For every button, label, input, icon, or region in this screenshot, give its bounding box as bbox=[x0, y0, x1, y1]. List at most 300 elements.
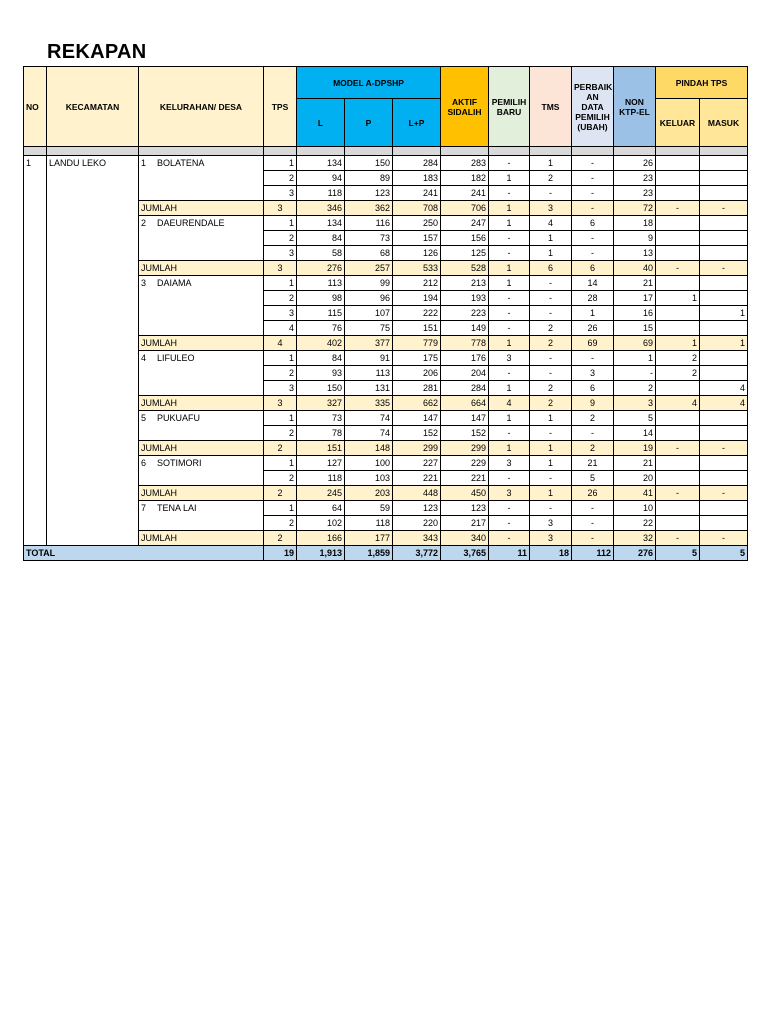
table-cell bbox=[656, 321, 700, 336]
table-cell: 2 bbox=[530, 381, 572, 396]
table-cell: - bbox=[572, 231, 614, 246]
jumlah-cell: 3 bbox=[614, 396, 656, 411]
table-cell: 152 bbox=[393, 426, 441, 441]
jumlah-cell: - bbox=[656, 486, 700, 501]
table-cell: 2 bbox=[264, 171, 297, 186]
table-cell: 134 bbox=[297, 216, 345, 231]
table-cell: 64 bbox=[297, 501, 345, 516]
header-pindah-tps: PINDAH TPS bbox=[656, 67, 748, 99]
kecamatan-name: LANDU LEKO bbox=[47, 156, 139, 546]
header-ubah: PERBAIK AN DATA PEMILIH (UBAH) bbox=[572, 67, 614, 147]
desa-number: 5 bbox=[141, 413, 147, 423]
table-cell: 221 bbox=[393, 471, 441, 486]
table-cell: 15 bbox=[614, 321, 656, 336]
desa-name bbox=[139, 456, 264, 486]
table-cell: 99 bbox=[345, 276, 393, 291]
table-cell: - bbox=[572, 501, 614, 516]
jumlah-cell: 706 bbox=[441, 201, 489, 216]
table-cell: 2 bbox=[530, 321, 572, 336]
jumlah-cell: - bbox=[656, 531, 700, 546]
table-cell bbox=[700, 291, 748, 306]
jumlah-cell: 3 bbox=[489, 486, 530, 501]
table-cell bbox=[656, 246, 700, 261]
table-cell: 18 bbox=[614, 216, 656, 231]
table-cell: 75 bbox=[345, 321, 393, 336]
table-cell bbox=[656, 501, 700, 516]
jumlah-cell: 662 bbox=[393, 396, 441, 411]
table-cell: 123 bbox=[441, 501, 489, 516]
table-cell: 149 bbox=[441, 321, 489, 336]
jumlah-cell: 3 bbox=[264, 396, 297, 411]
header-no: NO bbox=[24, 67, 47, 147]
desa-name bbox=[139, 156, 264, 201]
jumlah-cell: 72 bbox=[614, 201, 656, 216]
table-cell: - bbox=[530, 426, 572, 441]
jumlah-cell: 708 bbox=[393, 201, 441, 216]
table-cell: - bbox=[530, 501, 572, 516]
jumlah-cell: 4 bbox=[700, 396, 748, 411]
jumlah-cell: 2 bbox=[572, 441, 614, 456]
total-label: TOTAL bbox=[24, 546, 264, 561]
table-cell bbox=[700, 456, 748, 471]
kecamatan-no: 1 bbox=[24, 156, 47, 546]
table-cell: 284 bbox=[441, 381, 489, 396]
table-cell: 74 bbox=[345, 426, 393, 441]
jumlah-cell: 664 bbox=[441, 396, 489, 411]
table-cell bbox=[656, 381, 700, 396]
table-cell: - bbox=[530, 186, 572, 201]
header-model: MODEL A-DPSHP bbox=[297, 67, 441, 99]
total-cell: 3,765 bbox=[441, 546, 489, 561]
jumlah-cell: 402 bbox=[297, 336, 345, 351]
table-cell: 156 bbox=[441, 231, 489, 246]
jumlah-cell: 3 bbox=[530, 201, 572, 216]
jumlah-cell: - bbox=[656, 201, 700, 216]
table-cell: 1 bbox=[489, 171, 530, 186]
table-cell: - bbox=[489, 186, 530, 201]
table-cell: 1 bbox=[572, 306, 614, 321]
table-cell: 150 bbox=[297, 381, 345, 396]
table-cell: 102 bbox=[297, 516, 345, 531]
table-cell: - bbox=[572, 426, 614, 441]
desa-number: 3 bbox=[141, 278, 147, 288]
jumlah-cell: 779 bbox=[393, 336, 441, 351]
table-cell: 118 bbox=[297, 471, 345, 486]
table-cell: 1 bbox=[700, 306, 748, 321]
jumlah-cell: 1 bbox=[700, 336, 748, 351]
header-keluar: KELUAR bbox=[656, 99, 700, 147]
jumlah-cell: - bbox=[700, 531, 748, 546]
table-cell: 1 bbox=[264, 351, 297, 366]
table-cell bbox=[700, 351, 748, 366]
table-cell: 247 bbox=[441, 216, 489, 231]
jumlah-cell: 1 bbox=[656, 336, 700, 351]
table-cell: 1 bbox=[530, 156, 572, 171]
table-cell: 1 bbox=[530, 231, 572, 246]
jumlah-label: JUMLAH bbox=[139, 201, 264, 216]
table-cell: 89 bbox=[345, 171, 393, 186]
total-cell: 1,913 bbox=[297, 546, 345, 561]
table-cell: 1 bbox=[530, 411, 572, 426]
jumlah-cell: 3 bbox=[264, 201, 297, 216]
table-cell: 127 bbox=[297, 456, 345, 471]
jumlah-cell: 346 bbox=[297, 201, 345, 216]
header-masuk: MASUK bbox=[700, 99, 748, 147]
jumlah-cell: 448 bbox=[393, 486, 441, 501]
table-cell: 1 bbox=[264, 456, 297, 471]
jumlah-cell: - bbox=[572, 201, 614, 216]
table-cell: 1 bbox=[489, 276, 530, 291]
table-cell: 73 bbox=[345, 231, 393, 246]
table-cell: 16 bbox=[614, 306, 656, 321]
table-cell: 14 bbox=[572, 276, 614, 291]
table-cell bbox=[656, 516, 700, 531]
table-cell: 193 bbox=[441, 291, 489, 306]
jumlah-cell: 69 bbox=[614, 336, 656, 351]
table-cell: 103 bbox=[345, 471, 393, 486]
table-cell: 4 bbox=[530, 216, 572, 231]
table-cell: 281 bbox=[393, 381, 441, 396]
jumlah-cell: 203 bbox=[345, 486, 393, 501]
jumlah-cell: - bbox=[700, 201, 748, 216]
jumlah-label: JUMLAH bbox=[139, 531, 264, 546]
desa-number: 2 bbox=[141, 218, 147, 228]
table-cell: 123 bbox=[393, 501, 441, 516]
table-cell: 3 bbox=[489, 351, 530, 366]
table-cell: 183 bbox=[393, 171, 441, 186]
header-l: L bbox=[297, 99, 345, 147]
jumlah-cell: 151 bbox=[297, 441, 345, 456]
header-spacer-row bbox=[24, 147, 748, 156]
table-body bbox=[24, 156, 748, 561]
table-cell: 5 bbox=[614, 411, 656, 426]
table-cell: 68 bbox=[345, 246, 393, 261]
table-cell: 21 bbox=[614, 276, 656, 291]
table-cell: - bbox=[489, 516, 530, 531]
table-cell: 1 bbox=[530, 456, 572, 471]
table-cell: 74 bbox=[345, 411, 393, 426]
table-cell: 3 bbox=[572, 366, 614, 381]
table-cell: - bbox=[572, 246, 614, 261]
table-cell bbox=[700, 171, 748, 186]
table-cell: 84 bbox=[297, 231, 345, 246]
table-cell: 22 bbox=[614, 516, 656, 531]
jumlah-cell: 2 bbox=[264, 531, 297, 546]
table-cell: 1 bbox=[489, 216, 530, 231]
table-cell: 206 bbox=[393, 366, 441, 381]
jumlah-cell: 276 bbox=[297, 261, 345, 276]
table-cell bbox=[700, 216, 748, 231]
jumlah-label: JUMLAH bbox=[139, 396, 264, 411]
table-cell: 223 bbox=[441, 306, 489, 321]
table-header bbox=[24, 67, 748, 156]
table-cell: 26 bbox=[572, 321, 614, 336]
table-cell: 147 bbox=[393, 411, 441, 426]
table-cell: - bbox=[489, 306, 530, 321]
table-cell: 284 bbox=[393, 156, 441, 171]
table-cell: 9 bbox=[614, 231, 656, 246]
table-cell: - bbox=[489, 156, 530, 171]
table-cell: - bbox=[530, 306, 572, 321]
desa-label: PUKUAFU bbox=[157, 413, 201, 423]
jumlah-cell: 4 bbox=[489, 396, 530, 411]
total-cell: 276 bbox=[614, 546, 656, 561]
table-cell: 3 bbox=[264, 186, 297, 201]
jumlah-cell: - bbox=[656, 261, 700, 276]
total-cell: 5 bbox=[656, 546, 700, 561]
jumlah-cell: - bbox=[572, 531, 614, 546]
table-cell: 6 bbox=[572, 381, 614, 396]
table-cell: - bbox=[572, 351, 614, 366]
jumlah-label: JUMLAH bbox=[139, 261, 264, 276]
jumlah-cell: 377 bbox=[345, 336, 393, 351]
jumlah-cell: 2 bbox=[530, 396, 572, 411]
jumlah-cell: 40 bbox=[614, 261, 656, 276]
table-cell: 134 bbox=[297, 156, 345, 171]
table-cell: 58 bbox=[297, 246, 345, 261]
table-cell: 20 bbox=[614, 471, 656, 486]
table-cell: 151 bbox=[393, 321, 441, 336]
jumlah-cell: 450 bbox=[441, 486, 489, 501]
jumlah-cell: 3 bbox=[264, 261, 297, 276]
table-cell: - bbox=[572, 186, 614, 201]
jumlah-cell: 9 bbox=[572, 396, 614, 411]
table-cell: - bbox=[530, 276, 572, 291]
table-cell: 3 bbox=[530, 516, 572, 531]
header-kelurahan: KELURAHAN/ DESA bbox=[139, 67, 264, 147]
desa-label: SOTIMORI bbox=[157, 458, 202, 468]
desa-number: 7 bbox=[141, 503, 147, 513]
table-cell: 23 bbox=[614, 186, 656, 201]
table-cell: - bbox=[489, 291, 530, 306]
table-cell: 78 bbox=[297, 426, 345, 441]
jumlah-cell: 257 bbox=[345, 261, 393, 276]
table-cell bbox=[656, 171, 700, 186]
table-cell: 157 bbox=[393, 231, 441, 246]
total-cell: 18 bbox=[530, 546, 572, 561]
table-cell bbox=[656, 306, 700, 321]
desa-label: BOLATENA bbox=[157, 158, 205, 168]
table-cell: 2 bbox=[530, 171, 572, 186]
desa-number: 4 bbox=[141, 353, 147, 363]
jumlah-cell: 4 bbox=[656, 396, 700, 411]
desa-name bbox=[139, 351, 264, 396]
table-cell: 2 bbox=[264, 291, 297, 306]
desa-name bbox=[139, 276, 264, 336]
table-cell bbox=[700, 321, 748, 336]
desa-label: LIFULEO bbox=[157, 353, 195, 363]
desa-number: 6 bbox=[141, 458, 147, 468]
table-cell: 283 bbox=[441, 156, 489, 171]
jumlah-cell: 362 bbox=[345, 201, 393, 216]
table-cell: 126 bbox=[393, 246, 441, 261]
jumlah-cell: 1 bbox=[530, 486, 572, 501]
table-cell: 123 bbox=[345, 186, 393, 201]
header-lp: L+P bbox=[393, 99, 441, 147]
table-cell: 2 bbox=[264, 516, 297, 531]
jumlah-cell: 3 bbox=[530, 531, 572, 546]
table-cell: 241 bbox=[441, 186, 489, 201]
table-cell: 3 bbox=[489, 456, 530, 471]
table-cell: 194 bbox=[393, 291, 441, 306]
header-aktif: AKTIF SIDALIH bbox=[441, 67, 489, 147]
table-cell: - bbox=[572, 171, 614, 186]
table-cell: 3 bbox=[264, 246, 297, 261]
table-cell: - bbox=[489, 501, 530, 516]
jumlah-cell: 2 bbox=[264, 441, 297, 456]
table-cell: 1 bbox=[264, 156, 297, 171]
table-cell: 118 bbox=[345, 516, 393, 531]
table-cell: 84 bbox=[297, 351, 345, 366]
table-cell: 5 bbox=[572, 471, 614, 486]
header-tms: TMS bbox=[530, 67, 572, 147]
table-cell: 150 bbox=[345, 156, 393, 171]
table-cell bbox=[700, 516, 748, 531]
jumlah-cell: 245 bbox=[297, 486, 345, 501]
table-cell: 213 bbox=[441, 276, 489, 291]
table-cell: 28 bbox=[572, 291, 614, 306]
table-cell: 147 bbox=[441, 411, 489, 426]
table-cell: 131 bbox=[345, 381, 393, 396]
table-cell: 2 bbox=[614, 381, 656, 396]
table-cell: 1 bbox=[264, 501, 297, 516]
table-cell: - bbox=[489, 426, 530, 441]
table-cell bbox=[656, 411, 700, 426]
jumlah-cell: 32 bbox=[614, 531, 656, 546]
jumlah-cell: - bbox=[700, 441, 748, 456]
table-cell: 113 bbox=[345, 366, 393, 381]
total-cell: 19 bbox=[264, 546, 297, 561]
table-cell bbox=[656, 471, 700, 486]
jumlah-cell: 1 bbox=[489, 441, 530, 456]
desa-name bbox=[139, 411, 264, 441]
table-cell bbox=[656, 186, 700, 201]
table-cell bbox=[656, 426, 700, 441]
table-cell: 4 bbox=[700, 381, 748, 396]
jumlah-cell: 1 bbox=[489, 201, 530, 216]
table-cell: - bbox=[489, 321, 530, 336]
jumlah-cell: 148 bbox=[345, 441, 393, 456]
jumlah-cell: 528 bbox=[441, 261, 489, 276]
table-cell: 96 bbox=[345, 291, 393, 306]
jumlah-cell: 2 bbox=[530, 336, 572, 351]
table-cell: 73 bbox=[297, 411, 345, 426]
table-cell: 221 bbox=[441, 471, 489, 486]
table-cell: 1 bbox=[489, 381, 530, 396]
table-cell bbox=[700, 501, 748, 516]
jumlah-cell: 1 bbox=[489, 336, 530, 351]
rekapan-table bbox=[23, 66, 748, 561]
table-cell: 125 bbox=[441, 246, 489, 261]
table-cell: 220 bbox=[393, 516, 441, 531]
table-row bbox=[24, 156, 748, 171]
jumlah-cell: 19 bbox=[614, 441, 656, 456]
jumlah-cell: 6 bbox=[572, 261, 614, 276]
table-cell: 113 bbox=[297, 276, 345, 291]
table-cell: 2 bbox=[264, 366, 297, 381]
page-title: REKAPAN bbox=[47, 41, 147, 63]
table-cell: 93 bbox=[297, 366, 345, 381]
jumlah-cell: 166 bbox=[297, 531, 345, 546]
table-cell: - bbox=[614, 366, 656, 381]
table-cell: 21 bbox=[614, 456, 656, 471]
table-cell: - bbox=[489, 366, 530, 381]
jumlah-cell: 69 bbox=[572, 336, 614, 351]
table-cell: - bbox=[489, 471, 530, 486]
table-cell: 1 bbox=[656, 291, 700, 306]
table-cell: 116 bbox=[345, 216, 393, 231]
jumlah-cell: 533 bbox=[393, 261, 441, 276]
table-cell: - bbox=[489, 231, 530, 246]
table-cell: 1 bbox=[264, 216, 297, 231]
jumlah-cell: 2 bbox=[264, 486, 297, 501]
table-cell: - bbox=[572, 156, 614, 171]
jumlah-cell: 778 bbox=[441, 336, 489, 351]
table-cell: 17 bbox=[614, 291, 656, 306]
jumlah-cell: 1 bbox=[489, 261, 530, 276]
table-cell: 1 bbox=[530, 246, 572, 261]
table-cell: 212 bbox=[393, 276, 441, 291]
jumlah-label: JUMLAH bbox=[139, 336, 264, 351]
header-tps: TPS bbox=[264, 67, 297, 147]
header-pemilih-baru: PEMILIH BARU bbox=[489, 67, 530, 147]
table-cell: 182 bbox=[441, 171, 489, 186]
jumlah-cell: 335 bbox=[345, 396, 393, 411]
table-cell: 6 bbox=[572, 216, 614, 231]
jumlah-cell: 177 bbox=[345, 531, 393, 546]
desa-label: DAIAMA bbox=[157, 278, 192, 288]
jumlah-cell: 299 bbox=[393, 441, 441, 456]
total-cell: 5 bbox=[700, 546, 748, 561]
table-cell bbox=[656, 276, 700, 291]
jumlah-cell: 4 bbox=[264, 336, 297, 351]
desa-name bbox=[139, 501, 264, 531]
table-cell: 1 bbox=[489, 411, 530, 426]
table-cell: 21 bbox=[572, 456, 614, 471]
table-cell: 91 bbox=[345, 351, 393, 366]
table-cell: 2 bbox=[656, 351, 700, 366]
table-cell: 2 bbox=[264, 471, 297, 486]
table-cell bbox=[700, 471, 748, 486]
table-cell bbox=[656, 231, 700, 246]
total-cell: 1,859 bbox=[345, 546, 393, 561]
table-cell: 250 bbox=[393, 216, 441, 231]
table-cell: 98 bbox=[297, 291, 345, 306]
table-cell: 3 bbox=[264, 381, 297, 396]
table-cell bbox=[700, 276, 748, 291]
table-cell: 14 bbox=[614, 426, 656, 441]
jumlah-cell: 340 bbox=[441, 531, 489, 546]
jumlah-cell: 26 bbox=[572, 486, 614, 501]
desa-number: 1 bbox=[141, 158, 147, 168]
jumlah-cell: - bbox=[700, 261, 748, 276]
table-cell: 1 bbox=[614, 351, 656, 366]
table-cell bbox=[700, 186, 748, 201]
table-cell: 222 bbox=[393, 306, 441, 321]
table-cell: 100 bbox=[345, 456, 393, 471]
desa-label: DAEURENDALE bbox=[157, 218, 225, 228]
jumlah-cell: 41 bbox=[614, 486, 656, 501]
jumlah-cell: - bbox=[489, 531, 530, 546]
table-cell bbox=[656, 156, 700, 171]
table-cell: 2 bbox=[264, 426, 297, 441]
table-cell bbox=[700, 366, 748, 381]
jumlah-label: JUMLAH bbox=[139, 486, 264, 501]
table-cell: 26 bbox=[614, 156, 656, 171]
jumlah-cell: 327 bbox=[297, 396, 345, 411]
jumlah-cell: - bbox=[700, 486, 748, 501]
table-cell: 4 bbox=[264, 321, 297, 336]
